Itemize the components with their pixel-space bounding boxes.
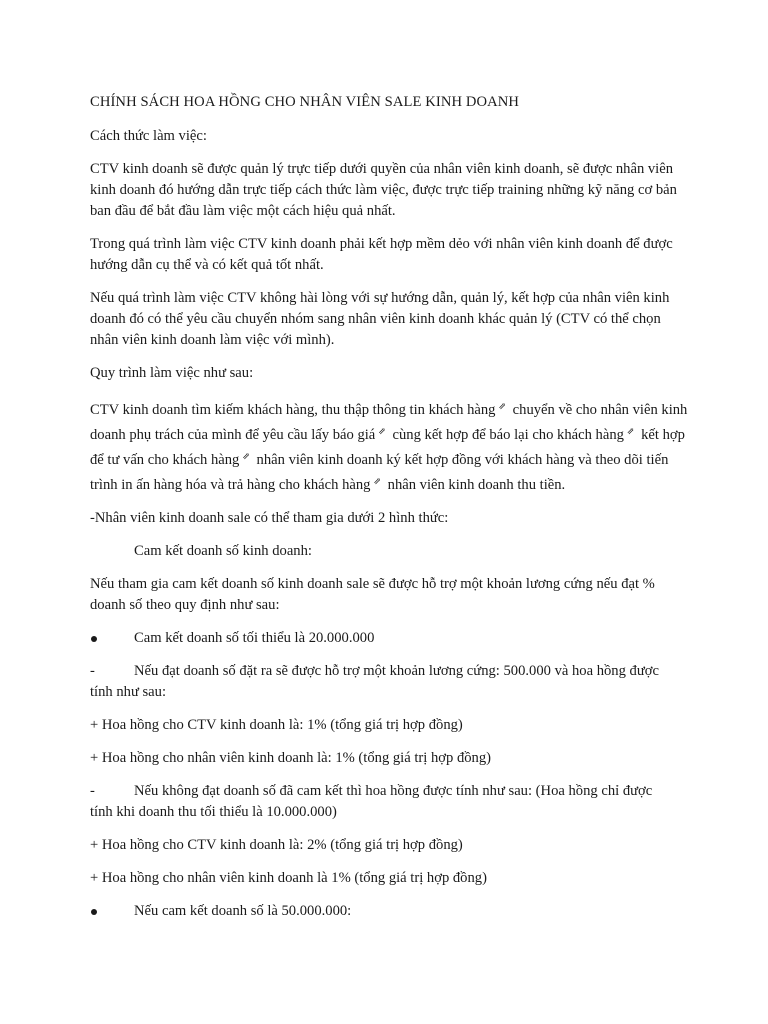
workflow-step-4: kết hợp để tư vấn cho khách hàng — [90, 427, 685, 468]
workflow-step-1: CTV kinh doanh tìm kiếm khách hàng, thu thập thông tin khách hàng — [90, 402, 496, 418]
commission-line-ctv-2: + Hoa hồng cho CTV kinh doanh là: 2% (tổng giá trị hợp đồng) — [90, 837, 463, 853]
section-heading-working-method: Cách thức làm việc: — [90, 128, 207, 144]
dash-text-continuation: tính như sau: — [90, 684, 167, 700]
paragraph-workflow-steps — [90, 396, 690, 496]
bullet-item-50m — [90, 901, 690, 922]
paragraph-commitment-support: Nếu tham gia cam kết doanh số kinh doanh sale sẽ được hỗ trợ một khoản lương cứng nếu đạt % doanh số theo quy định như sau: — [90, 576, 655, 613]
bullet-marker — [90, 901, 134, 922]
bullet-marker — [90, 628, 134, 649]
arrow-icon: ⇗ — [498, 401, 507, 411]
paragraph-ctv-management: CTV kinh doanh sẽ được quản lý trực tiếp dưới quyền của nhân viên kinh doanh, sẽ được nhân viên kinh doanh đó hướng dẫn trực tiếp cách thức làm việc, được trực tiếp training những kỹ năng cơ bản ban đầu để bắt đầu làm việc một cách hiệu quả nhất. — [90, 161, 677, 219]
document-page — [90, 92, 690, 934]
commission-line-ctv-1: + Hoa hồng cho CTV kinh doanh là: 1% (tổng giá trị hợp đồng) — [90, 717, 463, 733]
commission-line-staff-2: + Hoa hồng cho nhân viên kinh doanh là 1% (tổng giá trị hợp đồng) — [90, 870, 487, 886]
section-heading-workflow: Quy trình làm việc như sau: — [90, 365, 254, 381]
dash-marker: - — [90, 783, 95, 799]
subheading-sales-commitment: Cam kết doanh số kinh doanh: — [134, 543, 312, 559]
workflow-step-5: nhân viên kinh doanh ký kết hợp đồng với khách hàng và theo dõi tiến trình in ấn hàng hóa và trả hàng cho khách hàng — [90, 452, 669, 493]
bullet-text: Cam kết doanh số tối thiểu là 20.000.000 — [134, 630, 375, 646]
document-title: CHÍNH SÁCH HOA HỒNG CHO NHÂN VIÊN SALE KINH DOANH — [90, 94, 520, 110]
arrow-icon: ⇗ — [242, 451, 250, 461]
commission-line-staff-1: + Hoa hồng cho nhân viên kinh doanh là: 1% (tổng giá trị hợp đồng) — [90, 750, 491, 766]
workflow-step-2: chuyển về cho nhân viên kinh doanh phụ trách của mình để yêu cầu lấy báo giá — [90, 402, 688, 443]
workflow-step-6: nhân viên kinh doanh thu tiền. — [387, 477, 566, 493]
workflow-step-3: cùng kết hợp để báo lại cho khách hàng — [392, 427, 624, 443]
bullet-item-min-sales — [90, 628, 690, 649]
paragraph-cooperation: Trong quá trình làm việc CTV kinh doanh phải kết hợp mềm dẻo với nhân viên kinh doanh để được hướng dẫn cụ thể và có kết quả tốt nhất. — [90, 236, 673, 273]
dash-text-first-line: Nếu đạt doanh số đặt ra sẽ được hỗ trợ một khoản lương cứng: 500.000 và hoa hồng được — [134, 663, 659, 679]
arrow-icon: ⇗ — [378, 426, 386, 436]
bullet-text: Nếu cam kết doanh số là 50.000.000: — [134, 903, 352, 919]
bullet-dot-icon — [91, 909, 97, 915]
bullet-dot-icon — [91, 636, 97, 642]
dash-item-target-missed — [90, 781, 690, 823]
dash-marker: - — [90, 663, 95, 679]
dash-text-continuation: tính khi doanh thu tối thiểu là 10.000.000) — [90, 804, 337, 820]
paragraph-participation-forms: -Nhân viên kinh doanh sale có thể tham gia dưới 2 hình thức: — [90, 510, 449, 526]
dash-text-first-line: Nếu không đạt doanh số đã cam kết thì hoa hồng được tính như sau: (Hoa hồng chỉ được — [134, 783, 653, 799]
arrow-icon: ⇗ — [626, 426, 635, 436]
paragraph-group-transfer: Nếu quá trình làm việc CTV không hài lòng với sự hướng dẫn, quản lý, kết hợp của nhân viên kinh doanh đó có thể yêu cầu chuyển nhóm sang nhân viên kinh doanh khác quản lý (CTV có thể chọn nhân viên kinh doanh làm việc với mình). — [90, 290, 670, 348]
dash-item-target-met — [90, 661, 690, 703]
arrow-icon: ⇗ — [373, 476, 381, 486]
